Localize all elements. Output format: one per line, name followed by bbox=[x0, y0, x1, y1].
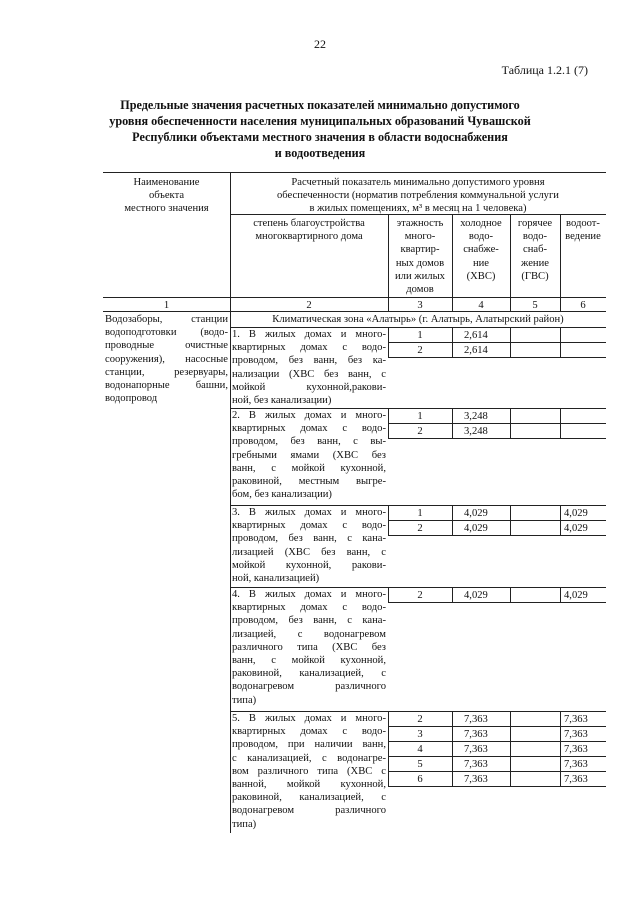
cell-drainage: 7,363 bbox=[564, 774, 588, 785]
column-number: 6 bbox=[580, 300, 586, 311]
group-text: проводом, без ванн, без ка- bbox=[232, 355, 386, 367]
group-text: квартирных домах с водо- bbox=[232, 423, 386, 435]
object-name-text: станции, резервуары, bbox=[105, 366, 228, 378]
row-rule bbox=[388, 520, 606, 521]
group-text: лизацией, с водонагревом bbox=[232, 628, 386, 640]
row-rule bbox=[388, 342, 606, 343]
object-name-text: сооружения), насосные bbox=[105, 353, 228, 365]
cell-cold-water: 4,029 bbox=[464, 508, 488, 519]
cell-floors: 2 bbox=[417, 426, 423, 437]
column-number: 4 bbox=[478, 300, 484, 311]
value-divider bbox=[388, 711, 389, 786]
cell-drainage: 4,029 bbox=[564, 508, 588, 519]
column-divider bbox=[560, 214, 561, 311]
title-line: уровня обеспеченности населения муниципальных образований Чувашской bbox=[109, 114, 531, 128]
group-rule bbox=[230, 711, 606, 712]
object-name-text: Водозаборы, станции bbox=[105, 314, 228, 325]
cell-drainage: 4,029 bbox=[564, 523, 588, 534]
cell-cold-water: 7,363 bbox=[464, 744, 488, 755]
cell-floors: 2 bbox=[417, 523, 423, 534]
cell-floors: 4 bbox=[417, 744, 423, 755]
header-floors: квартир- bbox=[400, 244, 440, 256]
group-text: водонагревом различного bbox=[232, 805, 386, 817]
column-number: 5 bbox=[532, 300, 538, 311]
cell-drainage: 7,363 bbox=[564, 759, 588, 770]
value-divider bbox=[452, 327, 453, 357]
value-divider bbox=[452, 505, 453, 535]
row-rule bbox=[388, 786, 606, 787]
group-text: с канализацией, с водонагре- bbox=[232, 752, 386, 764]
value-divider bbox=[388, 327, 389, 357]
header-hot-water: водо- bbox=[522, 231, 548, 243]
value-divider bbox=[510, 711, 511, 786]
page-number: 22 bbox=[314, 37, 326, 51]
group-text: 3. В жилых домах и много- bbox=[232, 507, 386, 518]
header-cold-water: водо- bbox=[468, 231, 494, 243]
group-text: проводом, без ванн, с кана- bbox=[232, 533, 386, 545]
value-divider bbox=[560, 587, 561, 602]
cell-floors: 5 bbox=[417, 759, 423, 770]
table-title bbox=[100, 97, 540, 161]
group-text: ванной, мойкой кухонной, bbox=[232, 779, 386, 790]
column-number: 2 bbox=[306, 300, 312, 311]
row-rule bbox=[388, 756, 606, 757]
column-number: 3 bbox=[417, 300, 423, 311]
cell-drainage: 7,363 bbox=[564, 744, 588, 755]
subheader-rule bbox=[230, 214, 606, 215]
header-cold-water: холодное bbox=[460, 218, 502, 229]
title-line: Республики объектами местного значения в области водоснабжения bbox=[132, 130, 508, 144]
value-divider bbox=[560, 327, 561, 357]
group-text: типа) bbox=[232, 818, 257, 830]
header-object-name: Наименование bbox=[133, 177, 200, 188]
header-indicator: в жилых помещениях, м³ в месяц на 1 человека) bbox=[309, 203, 527, 215]
cell-floors: 2 bbox=[417, 590, 423, 601]
group-text: вом различного типа (ХВС с bbox=[232, 765, 386, 777]
group-text: раковиной, местным выгре- bbox=[232, 476, 386, 487]
group-text: квартирных домах с водо- bbox=[232, 520, 386, 532]
column-divider bbox=[452, 214, 453, 311]
cell-floors: 3 bbox=[417, 729, 423, 740]
value-divider bbox=[452, 711, 453, 786]
table-label: Таблица 1.2.1 (7) bbox=[501, 63, 588, 77]
header-hot-water: снаб- bbox=[523, 244, 547, 256]
group-text: гребными ямами (ХВС без bbox=[232, 449, 386, 461]
group-text: нализации (ХВС без ванн, с bbox=[232, 368, 386, 380]
cell-floors: 1 bbox=[417, 508, 423, 519]
group-text: ванн, с мойкой кухонной, bbox=[232, 462, 386, 474]
value-divider bbox=[560, 711, 561, 786]
group-text: ной, канализацией) bbox=[232, 573, 320, 584]
group-text: ной, без канализации) bbox=[232, 395, 332, 406]
group-text: бом, без канализации) bbox=[232, 489, 332, 501]
cell-cold-water: 4,029 bbox=[464, 590, 488, 601]
group-text: квартирных домах с водо- bbox=[232, 726, 386, 738]
cell-floors: 1 bbox=[417, 330, 423, 341]
group-text: проводом, при наличии ванн, bbox=[232, 739, 386, 751]
column-divider bbox=[230, 172, 231, 833]
header-hot-water: (ГВС) bbox=[521, 270, 549, 282]
group-text: проводом, без ванн, с вы- bbox=[232, 436, 386, 448]
row-rule bbox=[388, 741, 606, 742]
header-improvement: степень благоустройства bbox=[253, 218, 365, 229]
value-divider bbox=[452, 408, 453, 438]
group-text: квартирных домах с водо- bbox=[232, 342, 386, 354]
value-divider bbox=[388, 505, 389, 535]
group-text: 1. В жилых домах и много- bbox=[232, 329, 386, 340]
group-text: типа) bbox=[232, 694, 257, 706]
value-divider bbox=[510, 408, 511, 438]
cell-drainage: 7,363 bbox=[564, 729, 588, 740]
title-line: Предельные значения расчетных показателей минимально допустимого bbox=[120, 98, 520, 112]
row-rule bbox=[388, 602, 606, 603]
object-name-text: проводные очистные bbox=[105, 340, 228, 352]
cell-cold-water: 7,363 bbox=[464, 714, 488, 725]
row-rule bbox=[388, 357, 606, 358]
value-divider bbox=[560, 408, 561, 438]
cell-cold-water: 3,248 bbox=[464, 426, 488, 437]
cell-cold-water: 3,248 bbox=[464, 411, 488, 422]
value-divider bbox=[452, 587, 453, 602]
group-rule bbox=[230, 327, 606, 328]
cell-cold-water: 2,614 bbox=[464, 345, 488, 356]
header-indicator: обеспеченности (норматив потребления коммунальной услуги bbox=[277, 190, 559, 202]
cell-floors: 2 bbox=[417, 345, 423, 356]
cell-floors: 2 bbox=[417, 714, 423, 725]
column-number: 1 bbox=[163, 300, 170, 311]
column-number-rule bbox=[103, 311, 606, 312]
cell-cold-water: 7,363 bbox=[464, 729, 488, 740]
column-divider bbox=[510, 214, 511, 311]
header-object-name: местного значения bbox=[124, 203, 209, 215]
header-floors: домов bbox=[406, 284, 434, 295]
row-rule bbox=[388, 535, 606, 536]
object-name-text: водопровод bbox=[105, 393, 158, 405]
header-drainage: ведение bbox=[565, 231, 601, 243]
header-floors: или жилых bbox=[395, 270, 445, 282]
group-text: мойкой кухонной, ракови- bbox=[232, 559, 386, 571]
group-text: 2. В жилых домах и много- bbox=[232, 410, 386, 421]
cell-cold-water: 7,363 bbox=[464, 759, 488, 770]
row-rule bbox=[388, 438, 606, 439]
group-text: различного типа (ХВС без bbox=[232, 641, 386, 653]
column-divider bbox=[388, 214, 389, 311]
header-object-name: объекта bbox=[148, 190, 185, 202]
group-text: ванн, с мойкой кухонной, bbox=[232, 655, 386, 666]
group-text: проводом, без ванн, с кана- bbox=[232, 615, 386, 627]
cell-cold-water: 4,029 bbox=[464, 523, 488, 534]
value-divider bbox=[388, 408, 389, 438]
object-name-text: водонапорные башни, bbox=[105, 380, 228, 391]
header-cold-water: (ХВС) bbox=[466, 270, 496, 282]
table-top-rule bbox=[103, 172, 606, 173]
cell-floors: 1 bbox=[417, 411, 423, 422]
header-cold-water: снабже- bbox=[463, 244, 499, 256]
header-hot-water: жение bbox=[521, 257, 549, 269]
group-text: квартирных домах с водо- bbox=[232, 602, 386, 614]
cell-drainage: 7,363 bbox=[564, 714, 588, 725]
header-indicator: Расчетный показатель минимально допустимого уровня bbox=[291, 177, 545, 188]
header-bottom-rule bbox=[103, 297, 606, 298]
header-cold-water: ние bbox=[472, 257, 490, 269]
group-text: мойкой кухонной,ракови- bbox=[232, 381, 386, 393]
title-line: и водоотведения bbox=[274, 146, 366, 160]
header-drainage: водоот- bbox=[566, 218, 600, 229]
value-divider bbox=[560, 505, 561, 535]
object-name-text: водоподготовки (водо- bbox=[105, 327, 228, 339]
header-floors: ных домов bbox=[395, 257, 445, 269]
header-hot-water: горячее bbox=[517, 218, 553, 229]
header-improvement: многоквартирного дома bbox=[255, 231, 363, 243]
climate-zone: Климатическая зона «Алатырь» (г. Алатырь, Алатырский район) bbox=[272, 314, 564, 325]
group-rule bbox=[230, 587, 606, 588]
header-floors: много- bbox=[404, 231, 436, 243]
cell-cold-water: 2,614 bbox=[464, 330, 488, 341]
row-rule bbox=[388, 726, 606, 727]
row-rule bbox=[388, 423, 606, 424]
value-divider bbox=[510, 327, 511, 357]
cell-drainage: 4,029 bbox=[564, 590, 588, 601]
group-rule bbox=[230, 505, 606, 506]
header-floors: этажность bbox=[396, 218, 444, 229]
group-text: водонагревом различного bbox=[232, 681, 386, 693]
group-text: 5. В жилых домах и много- bbox=[232, 713, 386, 724]
row-rule bbox=[388, 771, 606, 772]
group-text: 4. В жилых домах и много- bbox=[232, 589, 386, 600]
group-text: лизацией (ХВС без ванн, с bbox=[232, 546, 386, 558]
cell-floors: 6 bbox=[417, 774, 423, 785]
cell-cold-water: 7,363 bbox=[464, 774, 488, 785]
value-divider bbox=[510, 587, 511, 602]
value-divider bbox=[510, 505, 511, 535]
group-text: раковиной, канализацией, с bbox=[232, 668, 386, 680]
group-rule bbox=[230, 408, 606, 409]
value-divider bbox=[388, 587, 389, 602]
group-text: раковиной, канализацией, с bbox=[232, 792, 386, 804]
